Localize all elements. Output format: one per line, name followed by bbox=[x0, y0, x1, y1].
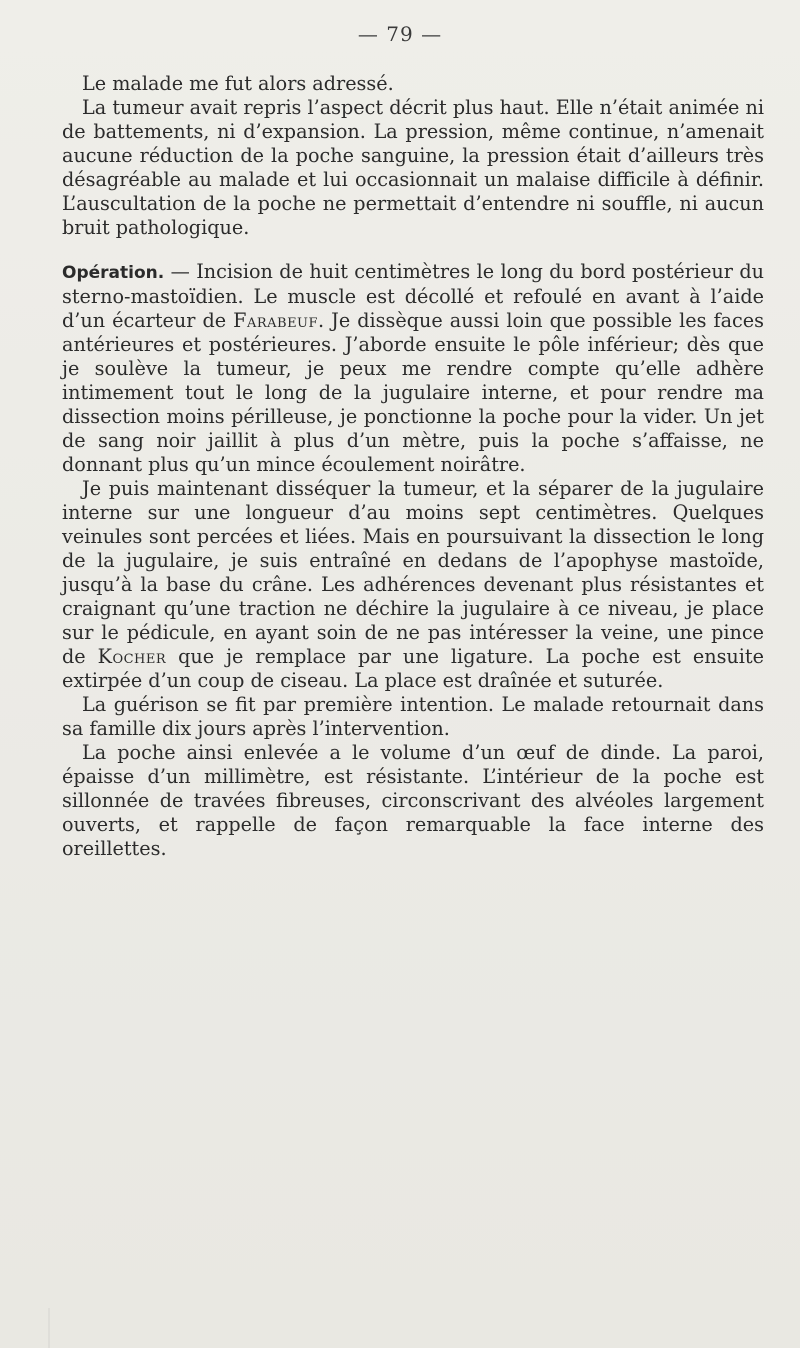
paragraph-1: Le malade me fut alors adressé. bbox=[82, 72, 394, 95]
body-text bbox=[62, 72, 764, 861]
paragraph-dissection bbox=[62, 477, 764, 693]
dissection-text-a: Je puis maintenant disséquer la tumeur, et la séparer de la jugulaire interne sur une longueur d’au moins sept centimètres. Quelques veinules sont percées et liées. Mais en poursuivant la dissection le long de la jugulaire, je suis entraîné en dedans de l’apophyse mastoïde, jusqu’à la base du crâne. Les adhérences devenant plus résistantes et craignant qu’une traction ne déchire la jugulaire à ce niveau, je place sur le pédicule, en ayant soin de ne pas intéresser la veine, une pince de bbox=[62, 477, 764, 668]
page-number: — 79 — bbox=[357, 22, 443, 46]
page-edge-shadow bbox=[48, 1308, 50, 1348]
author-name-farabeuf: Farabeuf bbox=[233, 309, 319, 332]
paragraph-recovery: La guérison se fit par première intention. Le malade retournait dans sa famille dix jours après l’intervention. bbox=[62, 693, 764, 740]
dissection-text-b: que je remplace par une ligature. La poche est ensuite extirpée d’un coup de ciseau. La place est draînée et suturée. bbox=[62, 645, 764, 692]
paragraph-specimen: La poche ainsi enlevée a le volume d’un œuf de dinde. La paroi, épaisse d’un millimètre, est résistante. L’intérieur de la poche est sillonnée de travées fibreuses, circonscrivant des alvéoles largement ouverts, et rappelle de façon remarquable la face interne des oreillettes. bbox=[62, 741, 764, 860]
section-lead-operation: Opération. bbox=[62, 263, 165, 283]
author-name-kocher: Kocher bbox=[97, 645, 167, 668]
paragraph-2: La tumeur avait repris l’aspect décrit plus haut. Elle n’était animée ni de battements, ni d’expansion. La pression, même continue, n’amenait aucune réduction de la poche sanguine, la pression était d’ailleurs très désagréable au malade et lui occasionnait un malaise difficile à définir. L’auscultation de la poche ne permettait d’entendre ni souffle, ni aucun bruit pathologique. bbox=[62, 96, 764, 239]
paragraph-operation bbox=[62, 260, 764, 477]
operation-text-b: . Je dissèque aussi loin que possible les faces antérieures et postérieures. J’aborde ensuite le pôle inférieur; dès que je soulève la tumeur, je peux me rendre compte qu’elle adhère intimement tout le long de la jugulaire interne, et pour rendre ma dissection moins périlleuse, je ponctionne la poche pour la vider. Un jet de sang noir jaillit à plus d’un mètre, puis la poche s’affaisse, ne donnant plus qu’un mince écoulement noirâtre. bbox=[62, 309, 764, 476]
operation-text-a: — Incision de huit centimètres le long du bord postérieur du sterno-mastoïdien. Le muscle est décollé et refoulé en avant à l’aide d’un écarteur de bbox=[62, 260, 764, 332]
